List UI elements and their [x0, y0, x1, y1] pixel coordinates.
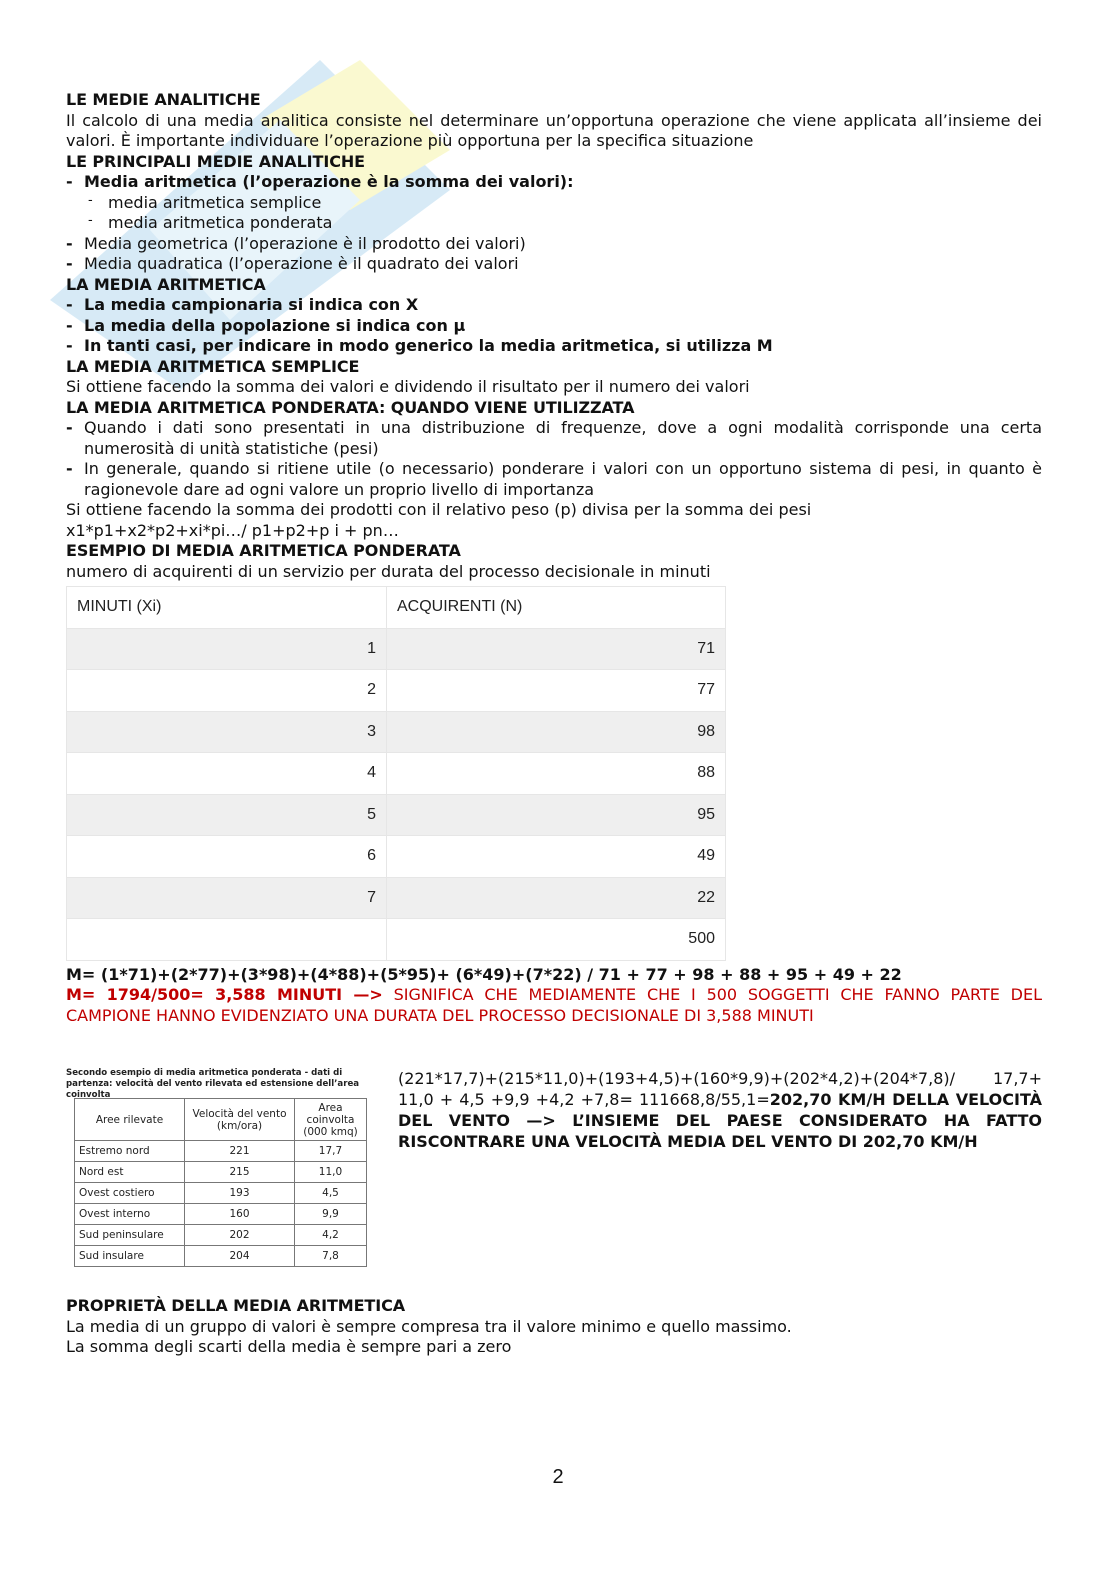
cell-minutes: 6 [67, 836, 387, 878]
column-header-areas: Aree rilevate [75, 1099, 185, 1141]
cell-area-name: Nord est [75, 1162, 185, 1183]
cell-area-name: Ovest interno [75, 1204, 185, 1225]
buyers-table [66, 586, 726, 961]
properties-section [66, 1296, 1042, 1358]
main-content [66, 90, 1042, 1026]
list-item: - In tanti casi, per indicare in modo generico la media aritmetica, si utilizza M [66, 336, 1042, 357]
table-row [75, 1162, 367, 1183]
cell-area: 4,5 [295, 1183, 367, 1204]
list-item: - In generale, quando si ritiene utile (o necessario) ponderare i valori con un opportuno sistema di pesi, in quanto è ragionevole dare ad ogni valore un proprio livello di importanza [66, 459, 1042, 500]
paragraph: Si ottiene facendo la somma dei valori e dividendo il risultato per il numero dei valori [66, 377, 750, 396]
result-explanation: SIGNIFICA CHE MEDIAMENTE CHE I 500 SOGGETTI CHE FANNO PARTE DEL CAMPIONE HANNO EVIDENZIATO UNA DURATA DEL PROCESSO DECISIONALE DI 3,588 MINUTI [66, 985, 1043, 1025]
cell-speed: 215 [185, 1162, 295, 1183]
list-item: - Media geometrica (l’operazione è il prodotto dei valori) [66, 234, 1042, 255]
cell-area: 9,9 [295, 1204, 367, 1225]
cell-minutes: 1 [67, 628, 387, 670]
cell-minutes: 2 [67, 670, 387, 712]
cell-minutes: 4 [67, 753, 387, 795]
cell-minutes: 5 [67, 794, 387, 836]
cell-speed: 221 [185, 1141, 295, 1162]
heading-media-semplice: LA MEDIA ARITMETICA SEMPLICE [66, 356, 360, 376]
cell-minutes: 7 [67, 877, 387, 919]
table-row [75, 1183, 367, 1204]
cell-minutes: 3 [67, 711, 387, 753]
cell-area: 11,0 [295, 1162, 367, 1183]
column-header-area: Area coinvolta (000 kmq) [295, 1099, 367, 1141]
table-row-total [67, 919, 726, 961]
column-header-minutes: MINUTI (Xi) [67, 587, 387, 629]
table-row [67, 670, 726, 712]
table-row [67, 877, 726, 919]
cell-area: 17,7 [295, 1141, 367, 1162]
cell-speed: 160 [185, 1204, 295, 1225]
heading-proprieta: PROPRIETÀ DELLA MEDIA ARITMETICA [66, 1296, 406, 1315]
formula-general: x1*p1+x2*p2+xi*pi…/ p1+p2+p i + pn… [66, 520, 399, 540]
cell-total: 500 [387, 919, 726, 961]
table-row [75, 1141, 367, 1162]
cell-empty [67, 919, 387, 961]
table-row [75, 1204, 367, 1225]
result-bold: M= 1794/500= 3,588 MINUTI —> [66, 985, 383, 1004]
cell-area: 7,8 [295, 1246, 367, 1267]
result-paragraph [66, 985, 1042, 1026]
list-item: - Media aritmetica (l’operazione è la somma dei valori): [66, 172, 1042, 193]
cell-buyers: 95 [387, 794, 726, 836]
column-header-speed: Velocità del vento (km/ora) [185, 1099, 295, 1141]
cell-area-name: Sud peninsulare [75, 1225, 185, 1246]
table-row [67, 753, 726, 795]
table-row [75, 1246, 367, 1267]
list-item: - La media campionaria si indica con X [66, 295, 1042, 316]
wind-example [66, 1068, 1042, 1278]
cell-buyers: 49 [387, 836, 726, 878]
cell-buyers: 77 [387, 670, 726, 712]
table-row [67, 711, 726, 753]
wind-table-image [66, 1068, 376, 1268]
table-row [67, 794, 726, 836]
heading-principali-medie: LE PRINCIPALI MEDIE ANALITICHE [66, 151, 365, 171]
property-line: La media di un gruppo di valori è sempre compresa tra il valore minimo e quello massimo. [66, 1316, 792, 1336]
paragraph: Si ottiene facendo la somma dei prodotti con il relativo peso (p) divisa per la somma dei pesi [66, 500, 812, 519]
cell-speed: 193 [185, 1183, 295, 1204]
heading-esempio: ESEMPIO DI MEDIA ARITMETICA PONDERATA [66, 541, 461, 560]
cell-area-name: Ovest costiero [75, 1183, 185, 1204]
image-title: Secondo esempio di media aritmetica ponderata - dati di partenza: velocità del vento rilevata ed estensione dell’area coinvolta [66, 1068, 360, 1100]
heading-medie-analitiche: LE MEDIE ANALITICHE [66, 90, 261, 109]
column-header-buyers: ACQUIRENTI (N) [387, 587, 726, 629]
cell-buyers: 88 [387, 753, 726, 795]
cell-buyers: 22 [387, 877, 726, 919]
cell-area-name: Estremo nord [75, 1141, 185, 1162]
heading-media-aritmetica: LA MEDIA ARITMETICA [66, 274, 266, 294]
property-line: La somma degli scarti della media è sempre pari a zero [66, 1337, 512, 1356]
cell-speed: 204 [185, 1246, 295, 1267]
wind-formula: (221*17,7)+(215*11,0)+(193+4,5)+(160*9,9)+(202*4,2)+(204*7,8)/ 17,7+ 11,0 + 4,5 +9,9 +4,2 +7,8= 111668,8/55,1= [398, 1069, 1042, 1109]
cell-buyers: 71 [387, 628, 726, 670]
sub-list-item: - media aritmetica ponderata [66, 213, 1042, 234]
list-item: - Quando i dati sono presentati in una distribuzione di frequenze, dove a ogni modalità corrisponde una certa numerosità di unità statistiche (pesi) [66, 418, 1042, 459]
sub-list-item: - media aritmetica semplice [66, 193, 1042, 214]
page-number: 2 [552, 1466, 564, 1488]
formula-line: M= (1*71)+(2*77)+(3*98)+(4*88)+(5*95)+ (6*49)+(7*22) / 71 + 77 + 98 + 88 + 95 + 49 + 22 [66, 964, 902, 984]
wind-table [74, 1098, 367, 1267]
cell-speed: 202 [185, 1225, 295, 1246]
table-row [75, 1225, 367, 1246]
list-item: - Media quadratica (l’operazione è il quadrato dei valori [66, 254, 1042, 275]
wind-result: 202,70 KM/H DELLA VELOCITÀ DEL VENTO —> L’INSIEME DEL PAESE CONSIDERATO HA FATTO RISCONTRARE UNA VELOCITÀ MEDIA DEL VENTO DI 202,70 KM/H [398, 1090, 1042, 1151]
cell-buyers: 98 [387, 711, 726, 753]
list-item: - La media della popolazione si indica con μ [66, 316, 1042, 337]
intro-paragraph: Il calcolo di una media analitica consiste nel determinare un’opportuna operazione che viene applicata all’insieme dei valori. È importante individuare l’operazione più opportuna per la specifica situazione [66, 110, 1042, 150]
cell-area-name: Sud insulare [75, 1246, 185, 1267]
table-caption: numero di acquirenti di un servizio per durata del processo decisionale in minuti [66, 561, 711, 581]
heading-media-ponderata: LA MEDIA ARITMETICA PONDERATA: QUANDO VIENE UTILIZZATA [66, 397, 635, 417]
table-row [67, 836, 726, 878]
cell-area: 4,2 [295, 1225, 367, 1246]
table-row [67, 628, 726, 670]
wind-calculation [398, 1068, 1042, 1152]
